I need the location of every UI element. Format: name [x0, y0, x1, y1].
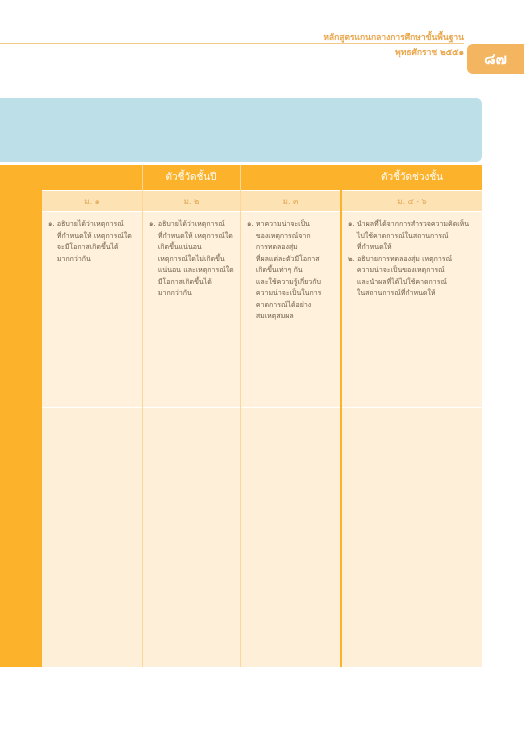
- table-left-strip: [0, 165, 42, 667]
- table-cell-m2: [143, 212, 240, 407]
- page-number-tab: [467, 44, 524, 74]
- table-empty-cell: [143, 408, 240, 667]
- group-header-label: ตัวชี้วัดช่วงชั้น: [381, 172, 443, 183]
- group-header-range-indicators: [342, 165, 482, 190]
- column-header-m1: [42, 191, 142, 211]
- column-header-label: ม. ๓: [282, 196, 299, 206]
- column-divider: [240, 165, 241, 667]
- table-cell-m4-6: [342, 212, 482, 407]
- table-cell-m3: [241, 212, 340, 407]
- table-empty-cell: [241, 408, 340, 667]
- standard-description-box: [0, 98, 482, 162]
- group-header-label: ตัวชี้วัดชั้นปี: [165, 172, 217, 183]
- curriculum-title: หลักสูตรแกนกลางการศึกษาขั้นพื้นฐาน: [323, 33, 464, 43]
- column-divider: [142, 165, 143, 667]
- indicator-item: ๑. อธิบายได้ว่าเหตุการณ์ ที่กำหนดให้ เหตุการณ์ใด จะมีโอกาสเกิดขึ้นได้ มากกว่ากัน: [48, 220, 132, 263]
- curriculum-year: พุทธศักราช ๒๕๕๑: [395, 48, 464, 58]
- column-header-label: ม. ๑: [84, 196, 100, 206]
- group-header-grade-indicators: [42, 165, 340, 190]
- column-header-label: ม. ๔ - ๖: [397, 196, 427, 206]
- indicator-item: ๑. นำผลที่ได้จากการสำรวจความคิดเห็น ไปใช้คาดการณ์ในสถานการณ์ ที่กำหนดให้: [348, 220, 470, 251]
- indicator-item: ๒. อธิบายการทดลองสุ่ม เหตุการณ์ ความน่าจะเป็นของเหตุการณ์ และนำผลที่ได้ไปใช้คาดการณ์ ในสถานการณ์ที่กำหนดให้: [348, 254, 453, 297]
- indicator-item: ๑. อธิบายได้ว่าเหตุการณ์ ที่กำหนดให้ เหตุการณ์ใด เกิดขึ้นแน่นอน เหตุการณ์ใดไม่เกิดขึ้น แน่นอน และเหตุการณ์ใด มีโอกาสเกิดขึ้นได้ มากกว่ากัน: [149, 220, 234, 297]
- table-cell-m1: [42, 212, 142, 407]
- group-divider: [340, 165, 342, 667]
- table-empty-cell: [42, 408, 142, 667]
- column-header-m3: [241, 191, 340, 211]
- indicator-item: ๑. หาความน่าจะเป็น ของเหตุการณ์จาก การทดลองสุ่ม ที่ผลแต่ละตัวมีโอกาส เกิดขึ้นเท่าๆ กัน และใช้ความรู้เกี่ยวกับ ความน่าจะเป็นในการ คาดการณ์ได้อย่าง สมเหตุสมผล: [247, 220, 322, 320]
- column-header-label: ม. ๒: [183, 196, 200, 206]
- column-header-m4-6: [342, 191, 482, 211]
- column-header-m2: [143, 191, 240, 211]
- table-empty-cell: [342, 408, 482, 667]
- indicator-table: [42, 165, 482, 667]
- page-number: ๘๗: [484, 50, 507, 68]
